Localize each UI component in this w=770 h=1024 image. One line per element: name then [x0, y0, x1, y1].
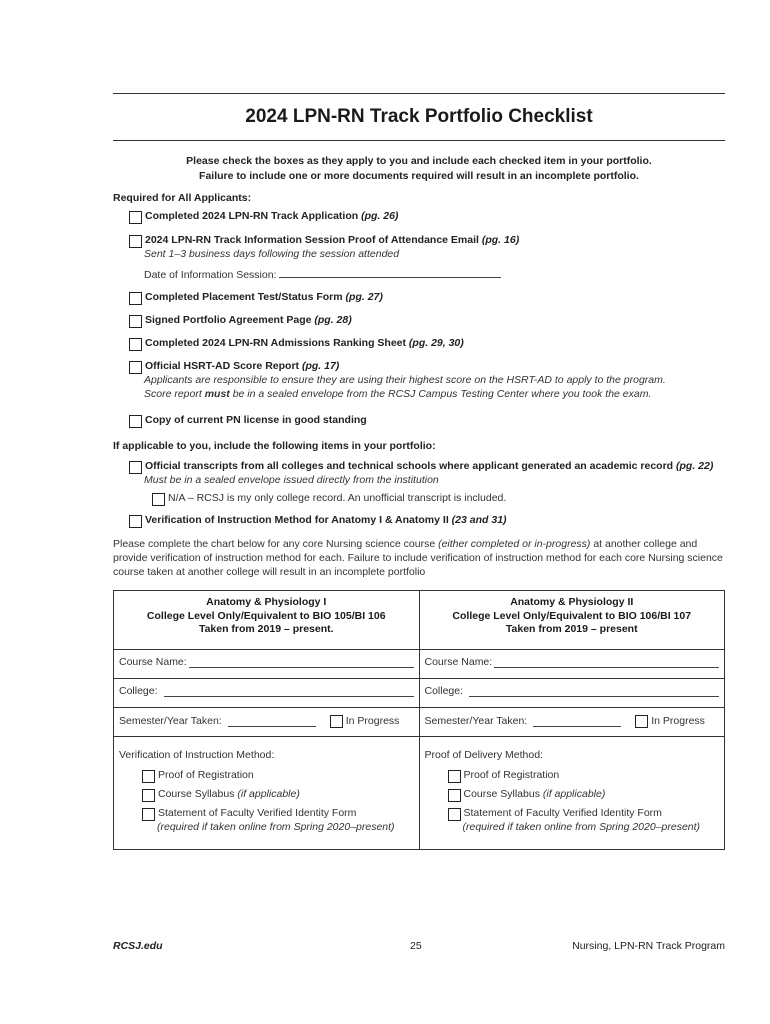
left-verification-cell [114, 737, 420, 850]
item-page: (pg. 29, 30) [408, 337, 464, 349]
chart-instructions-pre: Please complete the chart below for any core Nursing science course [113, 538, 439, 550]
info-session-date-field[interactable] [144, 267, 519, 283]
identity-form-checkbox[interactable] [142, 808, 155, 821]
left-option-syllabus [142, 788, 414, 802]
semester-line[interactable] [533, 716, 621, 727]
header-line: Anatomy & Physiology I [206, 596, 327, 608]
course-name-line[interactable] [189, 657, 414, 668]
option-label: Course Syllabus [463, 788, 540, 800]
portfolio-agreement-checkbox[interactable] [129, 315, 142, 328]
checklist-item-verification [129, 514, 507, 528]
item-page: (23 and 31) [451, 514, 507, 526]
item-page: (pg. 28) [314, 314, 352, 326]
transcripts-na-option [152, 492, 713, 506]
in-progress-label: In Progress [651, 715, 705, 727]
item-label: Official transcripts from all colleges and technical schools where applicant generated an academic record [145, 460, 674, 472]
ranking-sheet-checkbox[interactable] [129, 338, 142, 351]
item-label: Copy of current PN license in good standing [145, 414, 367, 426]
right-semester-cell [419, 708, 725, 737]
item-page: (pg. 17) [301, 360, 340, 372]
checklist-item-portfolio-agreement [129, 314, 352, 328]
hsrt-note-1: Applicants are responsible to ensure they are using their highest score on the HSRT-AD to apply to the program. [144, 374, 666, 386]
option-label: Statement of Faculty Verified Identity Form [158, 807, 357, 819]
chart-header-left [114, 591, 420, 650]
transcripts-na-label: N/A – RCSJ is my only college record. An unofficial transcript is included. [168, 491, 507, 504]
item-page: (pg. 26) [361, 210, 399, 222]
option-label: Course Syllabus [158, 788, 235, 800]
method-label: Proof of Delivery Method: [424, 749, 543, 761]
left-option-registration [142, 769, 414, 783]
item-page: (pg. 27) [345, 291, 383, 303]
info-session-date-line[interactable] [279, 267, 501, 278]
transcripts-na-checkbox[interactable] [152, 493, 165, 506]
hsrt-note-2-pre: Score report [144, 387, 205, 400]
hsrt-note-2-post: be in a sealed envelope from the RCSJ Campus Testing Center where you took the exam. [229, 387, 652, 400]
item-page: (pg. 22) [676, 460, 714, 472]
transcripts-note: Must be in a sealed envelope issued directly from the institution [144, 474, 439, 486]
registration-checkbox[interactable] [142, 770, 155, 783]
checklist-item-hsrt-score [129, 360, 666, 401]
right-course-name-field[interactable] [425, 656, 720, 668]
option-note: (if applicable) [237, 788, 300, 800]
college-label: College: [424, 685, 464, 697]
college-line[interactable] [469, 686, 719, 697]
left-college-field[interactable] [119, 685, 414, 697]
course-chart [113, 590, 725, 850]
item-label: 2024 LPN-RN Track Information Session Proof of Attendance Email [145, 234, 479, 246]
checklist-item-ranking-sheet [129, 337, 464, 351]
left-college-cell [114, 679, 420, 708]
syllabus-checkbox[interactable] [142, 789, 155, 802]
chart-header-right [419, 591, 725, 650]
instructions-line-2: Failure to include one or more documents required will result in an incomplete portfolio. [199, 170, 639, 182]
right-college-field[interactable] [425, 685, 720, 697]
pn-license-checkbox[interactable] [129, 415, 142, 428]
item-label: Signed Portfolio Agreement Page [145, 314, 312, 326]
in-progress-label: In Progress [345, 715, 400, 727]
chart-instructions-italic: (either completed or in-progress) [438, 538, 591, 550]
chart-instructions-post: at another college and provide verification of instruction method for each. Failure to include verification of instruction method for each core Nursing science course taken at another college will result in an incomplete portfolio [113, 538, 723, 578]
placement-test-checkbox[interactable] [129, 292, 142, 305]
top-rule [113, 93, 725, 94]
semester-label: Semester/Year Taken: [119, 715, 222, 727]
right-option-identity-form [448, 807, 720, 821]
college-line[interactable] [164, 686, 414, 697]
syllabus-checkbox[interactable] [448, 789, 461, 802]
transcripts-checkbox[interactable] [129, 461, 142, 474]
left-semester-cell [114, 708, 420, 737]
identity-form-note: (required if taken online from Spring 2020–present) [157, 821, 395, 833]
hsrt-note-2-bold: must [204, 387, 230, 400]
checklist-item-placement-test [129, 291, 383, 305]
method-label: Verification of Instruction Method: [119, 749, 275, 761]
header-line: Taken from 2019 – present. [198, 623, 334, 635]
option-label: Proof of Registration [158, 769, 254, 781]
course-name-label: Course Name: [424, 656, 493, 668]
left-in-progress-checkbox[interactable] [330, 715, 343, 728]
left-course-name-cell [114, 650, 420, 679]
info-session-date-label: Date of Information Session: [144, 268, 277, 281]
option-note: (if applicable) [542, 788, 606, 800]
info-session-checkbox[interactable] [129, 235, 142, 248]
chart-instructions [113, 537, 725, 579]
checklist-item-info-session [129, 234, 519, 282]
header-line: Anatomy & Physiology II [510, 596, 634, 608]
right-semester-row [425, 714, 720, 728]
right-option-syllabus [448, 788, 720, 802]
header-line: College Level Only/Equivalent to BIO 106/BI 107 [452, 609, 692, 622]
semester-line[interactable] [228, 716, 316, 727]
option-label: Statement of Faculty Verified Identity Form [463, 807, 662, 819]
checklist-item-application [129, 210, 398, 224]
hsrt-score-checkbox[interactable] [129, 361, 142, 374]
left-course-name-field[interactable] [119, 656, 414, 668]
item-label: Completed 2024 LPN-RN Track Application [145, 210, 359, 222]
left-semester-row [119, 714, 414, 728]
hsrt-note-2 [144, 388, 666, 402]
right-verification-cell [419, 737, 725, 850]
item-label: Completed Placement Test/Status Form [145, 291, 343, 303]
header-line: College Level Only/Equivalent to BIO 105/BI 106 [146, 609, 386, 622]
left-option-identity-form [142, 807, 414, 821]
college-label: College: [119, 685, 158, 697]
right-in-progress-checkbox[interactable] [635, 715, 648, 728]
registration-checkbox[interactable] [448, 770, 461, 783]
right-option-registration [448, 769, 720, 783]
header-line: Taken from 2019 – present [505, 623, 638, 635]
checklist-item-transcripts [129, 460, 713, 506]
right-course-name-cell [419, 650, 725, 679]
item-page: (pg. 16) [481, 234, 520, 246]
item-label: Official HSRT-AD Score Report [145, 360, 300, 372]
item-label: Verification of Instruction Method for Anatomy I & Anatomy II [145, 514, 449, 526]
right-college-cell [419, 679, 725, 708]
verification-checkbox[interactable] [129, 515, 142, 528]
instructions-line-1: Please check the boxes as they apply to you and include each checked item in your portfolio. [186, 155, 652, 167]
identity-form-note: (required if taken online from Spring 2020–present) [462, 821, 701, 833]
course-name-label: Course Name: [119, 656, 187, 668]
page-title: 2024 LPN-RN Track Portfolio Checklist [245, 106, 593, 127]
identity-form-checkbox[interactable] [448, 808, 461, 821]
course-name-line[interactable] [494, 657, 719, 668]
footer-program: Nursing, LPN-RN Track Program [572, 940, 725, 952]
option-label: Proof of Registration [463, 769, 560, 781]
title-rule [113, 140, 725, 141]
item-label: Completed 2024 LPN-RN Admissions Ranking Sheet [145, 337, 406, 349]
required-heading: Required for All Applicants: [113, 192, 252, 204]
footer-website: RCSJ.edu [113, 940, 163, 952]
applicable-heading: If applicable to you, include the following items in your portfolio: [113, 440, 436, 452]
checklist-item-pn-license [129, 414, 367, 428]
application-checkbox[interactable] [129, 211, 142, 224]
semester-label: Semester/Year Taken: [424, 715, 528, 727]
info-session-note: Sent 1–3 business days following the session attended [144, 248, 400, 260]
footer-page-number: 25 [410, 940, 422, 952]
